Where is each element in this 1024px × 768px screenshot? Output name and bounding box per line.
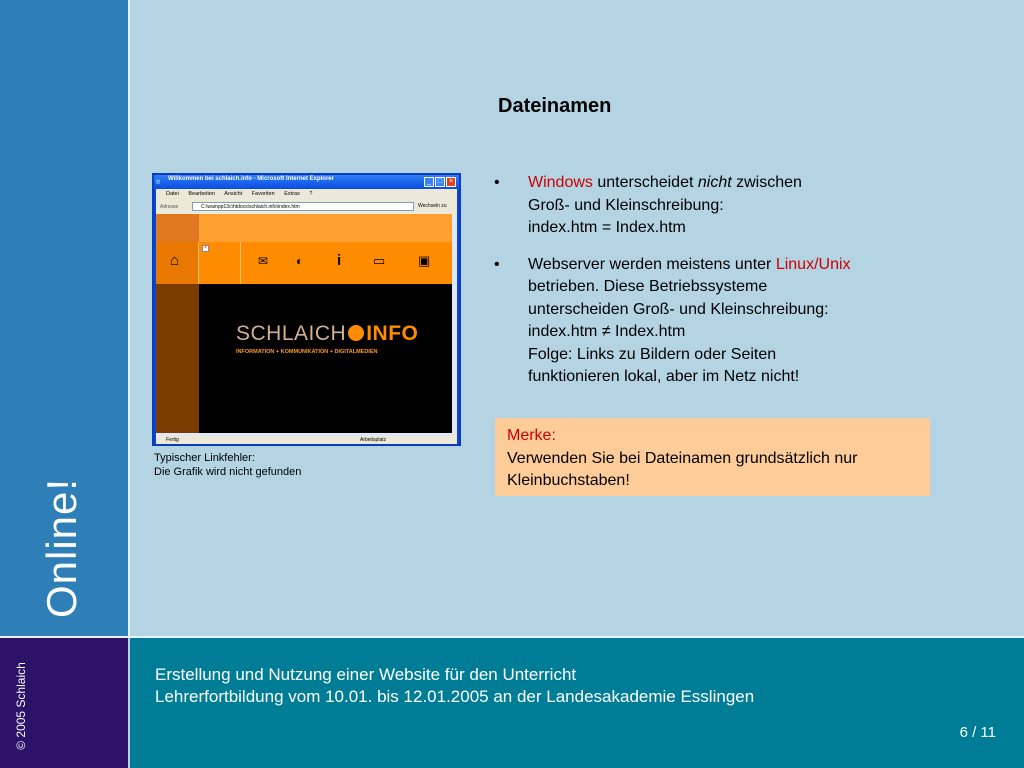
bullet-item-2 [494,254,914,389]
bullet-2-line-2: betrieben. Diese Betriebssysteme [528,278,768,295]
bullet-2-line-5: Folge: Links zu Bildern oder Seiten [528,345,777,363]
status-left: Fertig [166,437,179,443]
browser-screenshot [152,173,461,446]
logo-tagline: INFORMATION + KOMMUNIKATION + DIGITALMEDIEN [236,349,378,355]
slide-title: Dateinamen [498,95,612,117]
minimize-icon: _ [424,177,434,187]
bullet-2-text-a: Webserver werden meistens unter [528,255,776,273]
footer-text [155,664,754,708]
menu-extras: Extras [284,191,300,197]
logo-dot-icon [348,325,364,341]
menu-ansicht: Ansicht [224,191,243,197]
info-icon: i [337,252,342,269]
save-icon: ▣ [418,253,431,268]
sidebar-divider [128,0,130,636]
browser-titlebar [154,175,459,189]
go-button: Wechseln zu [418,203,447,209]
bullet-1-text-a: unterscheidet [592,174,698,191]
bullet-1-line-3: index.htm = Index.htm [528,219,686,236]
vertical-scrollbar [452,214,457,433]
menu-datei: Datei [166,191,179,197]
menu-bearbeiten: Bearbeiten [188,191,215,197]
ie-logo-icon: e [156,177,161,186]
bullet-1-windows: Windows [528,174,593,191]
status-bar [156,436,457,444]
bullet-item-1 [494,172,914,240]
sidebar-vertical-title: Online! [38,477,85,619]
footer-line-2: Lehrerfortbildung vom 10.01. bis 12.01.2005 an der Landesakademie Esslingen [155,687,755,706]
note-title: Merke: [507,427,556,444]
bullet-2-line-1 [528,254,914,277]
globe-icon: ◐ [296,254,304,268]
footer-divider [0,636,1024,638]
bullet-list [494,172,914,403]
broken-image-icon: × [202,245,209,252]
logo-left: SCHLAICH [236,322,347,345]
address-label: Adresse [160,204,179,210]
site-header-band [156,214,452,242]
mail-icon: ✉ [258,254,269,268]
bullet-2-line-4: index.htm ≠ Index.htm [528,323,686,340]
site-header-corner [156,214,199,242]
address-bar [156,201,457,213]
site-logo [236,322,418,346]
copyright-text: © 2005 Schlaich [14,662,28,750]
screenshot-caption [154,451,301,479]
site-left-strip [156,284,199,433]
note-text: Verwenden Sie bei Dateinamen grundsätzlich nur Kleinbuchstaben! [507,449,858,489]
bullet-dot: • [494,174,500,191]
book-icon: ▭ [373,253,386,268]
browser-body [156,189,457,444]
bullet-1-line-1 [528,172,914,195]
status-right: Arbeitsplatz [360,437,387,443]
bullet-2-line-3: unterscheiden Groß- und Kleinschreibung: [528,300,829,318]
bullet-1-emphasis: nicht [697,174,732,191]
footer-line-1: Erstellung und Nutzung einer Website für den Unterricht [155,665,577,684]
maximize-icon: □ [435,177,445,187]
browser-title: Willkommen bei schlaich.info - Microsoft Internet Explorer [168,176,334,182]
bullet-1-text-b: zwischen [731,174,802,191]
address-field: C:\wampp13c\htdocs\schlaich.info\index.htm [192,202,414,211]
page-number: 6 / 11 [959,724,996,741]
browser-viewport [156,214,452,433]
caption-line-1: Typischer Linkfehler: [154,452,255,464]
menu-favoriten: Favoriten [251,191,275,197]
bullet-1-line-2: Groß- und Kleinschreibung: [528,196,724,214]
bullet-2-line-6: funktionieren lokal, aber im Netz nicht! [528,368,800,385]
home-icon: ⌂ [170,252,180,269]
bullet-2-linux: Linux/Unix [775,255,851,273]
menu-help: ? [309,191,313,197]
caption-line-2: Die Grafik wird nicht gefunden [154,466,302,478]
browser-menu [166,191,320,197]
logo-right: INFO [366,322,419,345]
note-box [495,418,930,496]
close-icon: × [446,177,456,187]
bullet-dot: • [494,255,500,273]
